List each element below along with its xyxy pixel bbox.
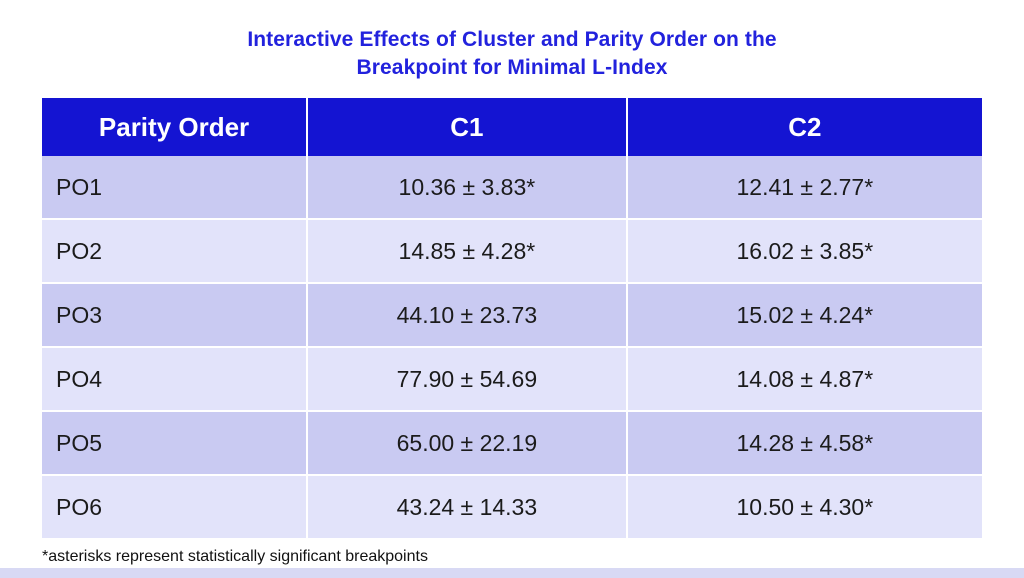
cell-c2: 15.02 ± 4.24*: [627, 283, 982, 347]
results-table: [42, 98, 982, 540]
page-title-line1: Interactive Effects of Cluster and Parity Order on the: [247, 28, 777, 51]
page-title: [0, 0, 1024, 82]
cell-parity: PO3: [42, 283, 307, 347]
cell-c2: 14.08 ± 4.87*: [627, 347, 982, 411]
column-header-c1: C1: [307, 98, 627, 156]
cell-parity: PO2: [42, 219, 307, 283]
cell-c2: 10.50 ± 4.30*: [627, 475, 982, 539]
cell-c1: 77.90 ± 54.69: [307, 347, 627, 411]
cell-parity: PO1: [42, 156, 307, 219]
table-row: [42, 475, 982, 539]
results-table-container: [42, 98, 982, 540]
table-row: [42, 156, 982, 219]
table-header: [42, 98, 982, 156]
table-row: [42, 219, 982, 283]
cell-parity: PO5: [42, 411, 307, 475]
cell-c2: 12.41 ± 2.77*: [627, 156, 982, 219]
cell-parity: PO4: [42, 347, 307, 411]
cell-c1: 10.36 ± 3.83*: [307, 156, 627, 219]
table-row: [42, 283, 982, 347]
table-row: [42, 347, 982, 411]
cell-c1: 65.00 ± 22.19: [307, 411, 627, 475]
bottom-accent-bar: [0, 568, 1024, 578]
cell-parity: PO6: [42, 475, 307, 539]
cell-c1: 43.24 ± 14.33: [307, 475, 627, 539]
cell-c2: 16.02 ± 3.85*: [627, 219, 982, 283]
cell-c1: 14.85 ± 4.28*: [307, 219, 627, 283]
column-header-parity-order: Parity Order: [42, 98, 307, 156]
cell-c1: 44.10 ± 23.73: [307, 283, 627, 347]
page-title-line2: Breakpoint for Minimal L-Index: [356, 56, 668, 79]
column-header-c2: C2: [627, 98, 982, 156]
table-header-row: [42, 98, 982, 156]
cell-c2: 14.28 ± 4.58*: [627, 411, 982, 475]
table-body: [42, 156, 982, 539]
table-row: [42, 411, 982, 475]
table-footnote: *asterisks represent statistically significant breakpoints: [42, 548, 428, 565]
